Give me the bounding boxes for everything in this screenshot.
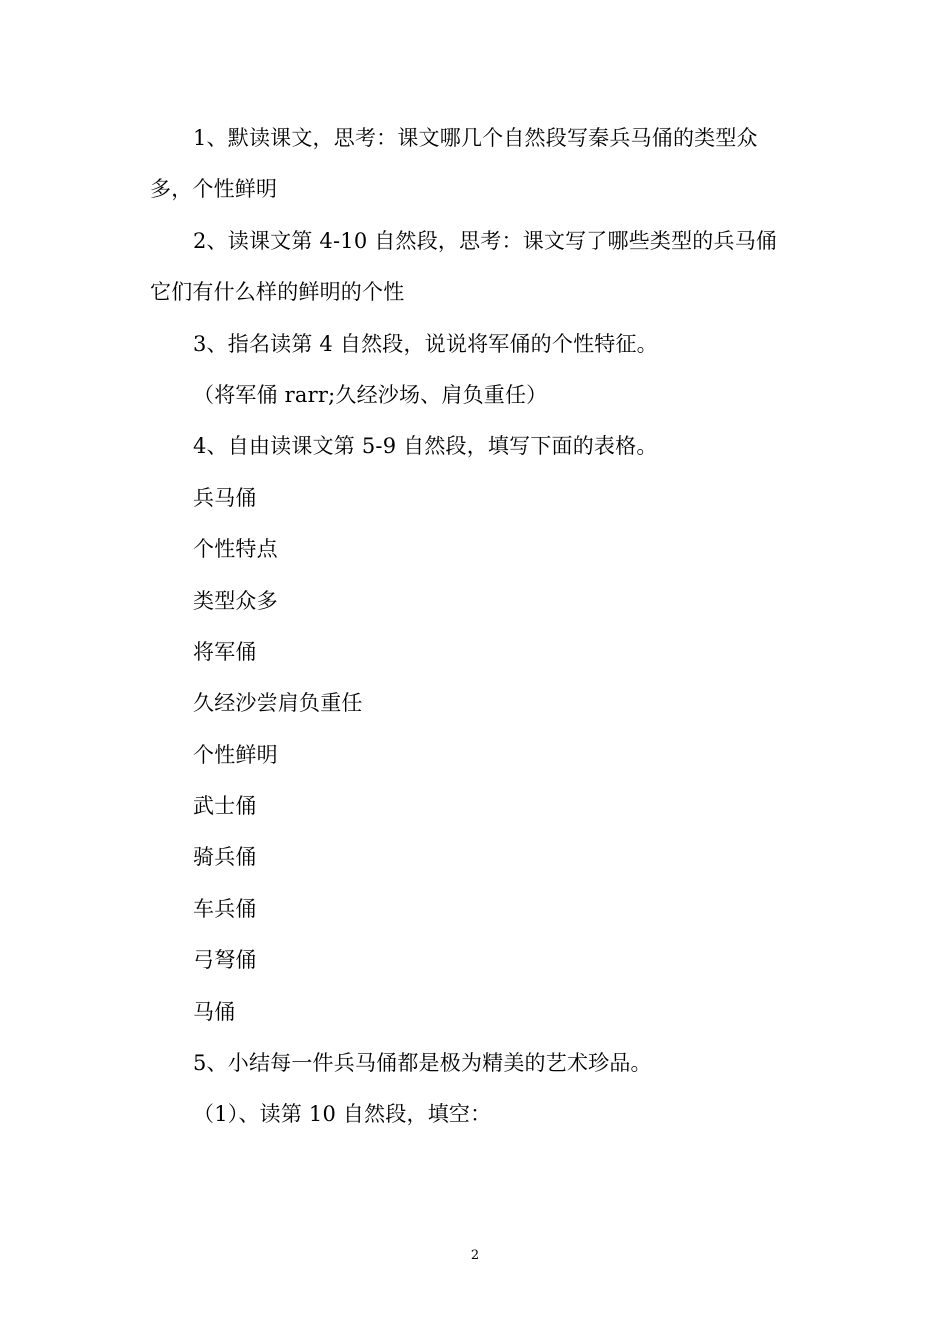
text-line-17: 弓弩俑 — [193, 948, 257, 972]
text-line-6: （将军俑 rarr;久经沙场、肩负重任） — [193, 383, 548, 407]
text-line-2: 多，个性鲜明 — [150, 177, 278, 201]
text-line-16: 车兵俑 — [193, 897, 257, 921]
text-line-3: 2、读课文第 4-10 自然段，思考：课文写了哪些类型的兵马俑 — [193, 229, 778, 253]
text-line-20: （1）、读第 10 自然段，填空： — [193, 1102, 492, 1126]
text-line-13: 个性鲜明 — [193, 743, 278, 767]
text-line-5: 3、指名读第 4 自然段，说说将军俑的个性特征。 — [193, 332, 658, 356]
text-line-19: 5、小结每一件兵马俑都是极为精美的艺术珍品。 — [193, 1051, 652, 1075]
text-line-15: 骑兵俑 — [193, 845, 257, 869]
text-line-14: 武士俑 — [193, 794, 257, 818]
text-line-18: 马俑 — [193, 1000, 236, 1024]
text-line-12: 久经沙尝肩负重任 — [193, 691, 363, 715]
text-line-7: 4、自由读课文第 5-9 自然段，填写下面的表格。 — [193, 434, 658, 458]
text-line-8: 兵马俑 — [193, 486, 257, 510]
text-line-1: 1、默读课文，思考：课文哪几个自然段写秦兵马俑的类型众 — [193, 126, 758, 150]
text-line-9: 个性特点 — [193, 537, 278, 561]
text-line-4: 它们有什么样的鲜明的个性 — [150, 280, 405, 304]
text-line-10: 类型众多 — [193, 589, 278, 613]
page-number: 2 — [470, 1248, 480, 1263]
text-line-11: 将军俑 — [193, 640, 257, 664]
